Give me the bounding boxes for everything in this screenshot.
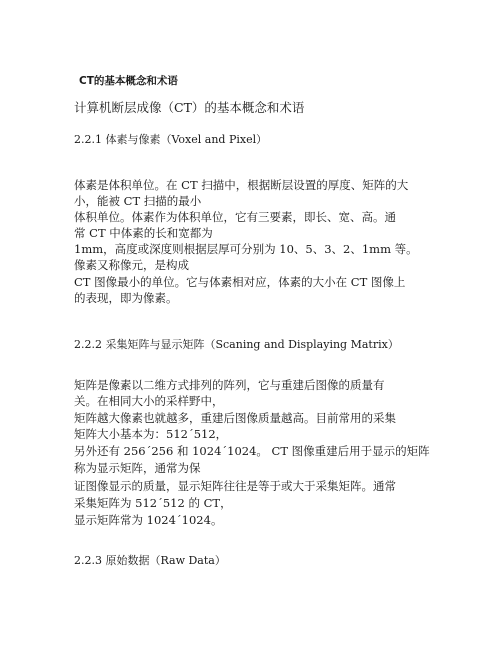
paragraph-line: 矩阵是像素以二维方式排列的阵列，它与重建后图像的质量有	[74, 378, 385, 392]
paragraph-line: 称为显示矩阵，通常为保	[74, 461, 201, 475]
section-heading-voxel-pixel: 2.2.1 体素与像素（Voxel and Pixel）	[74, 133, 268, 146]
paragraph-line: 采集矩阵为 512´512 的 CT，	[74, 496, 232, 510]
paragraph-line: 体积单位。体素作为体积单位，它有三要素，即长、宽、高。通	[74, 210, 396, 224]
page-title: 计算机断层成像（CT）的基本概念和术语	[74, 100, 305, 115]
section-heading-matrix: 2.2.2 采集矩阵与显示矩阵（Scaning and Displaying Matrix）	[74, 338, 399, 351]
paragraph-line: 矩阵大小基本为：512´512，	[74, 427, 228, 441]
paragraph-line: 1mm，高度或深度则根据层厚可分别为 10、5、3、2、1mm 等。	[74, 242, 418, 256]
top-title: CT的基本概念和术语	[79, 75, 178, 87]
paragraph-line: 像素又称像元，是构成	[74, 258, 189, 272]
paragraph-line: 另外还有 256´256 和 1024´1024。 CT 图像重建后用于显示的矩阵	[74, 444, 430, 458]
paragraph-line: 的表现，即为像素。	[74, 291, 178, 305]
paragraph-line: 矩阵越大像素也就越多，重建后图像质量越高。目前常用的采集	[74, 411, 396, 425]
paragraph-line: 小，能被 CT 扫描的最小	[74, 194, 202, 208]
paragraph-line: 体素是体积单位。在 CT 扫描中，根据断层设置的厚度、矩阵的大	[74, 178, 409, 192]
paragraph-line: 显示矩阵常为 1024´1024。	[74, 513, 223, 527]
paragraph-line: 常 CT 中体素的长和宽都为	[74, 226, 213, 240]
section-heading-raw-data: 2.2.3 原始数据（Raw Data）	[74, 554, 226, 567]
paragraph-line: CT 图像最小的单位。它与体素相对应，体素的大小在 CT 图像上	[74, 275, 406, 289]
paragraph-line: 关。在相同大小的采样野中，	[74, 394, 224, 408]
paragraph-line: 证图像显示的质量，显示矩阵往往是等于或大于采集矩阵。通常	[74, 479, 396, 493]
